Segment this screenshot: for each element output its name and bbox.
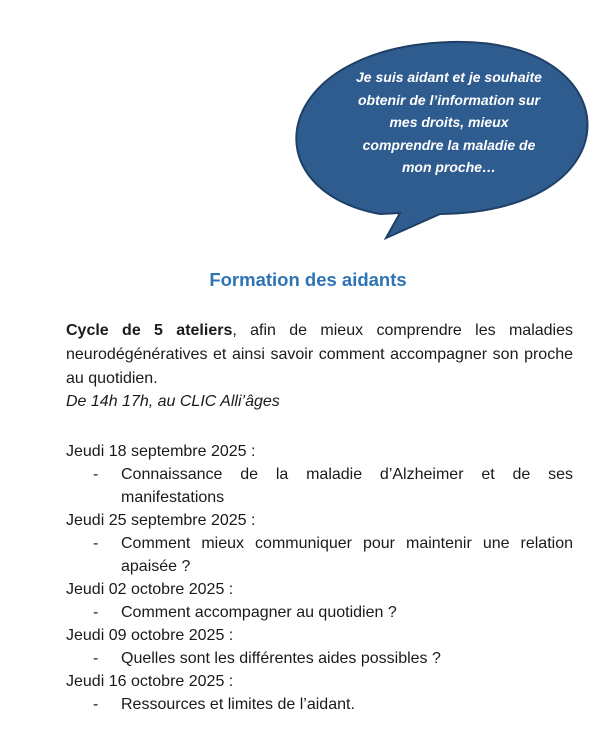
session-item xyxy=(66,624,573,670)
session-topic xyxy=(66,693,573,716)
session-topic xyxy=(66,647,573,670)
bullet-dash: - xyxy=(93,466,99,483)
session-date: Jeudi 16 octobre 2025 : xyxy=(66,673,234,690)
session-date: Jeudi 02 octobre 2025 : xyxy=(66,581,234,598)
bubble-line: comprendre la maladie de xyxy=(362,136,536,153)
schedule-line: De 14h 17h, au CLIC Alli’âges xyxy=(66,393,280,410)
session-item xyxy=(66,440,573,509)
intro-text: , afin de mieux comprendre les maladies neurodégénératives et ainsi savoir comment accompagner son proche au quotidien. xyxy=(66,322,574,387)
session-date: Jeudi 25 septembre 2025 : xyxy=(66,512,256,529)
session-item xyxy=(66,509,573,578)
session-topic-text: Connaissance de la maladie d’Alzheimer et de ses manifestations xyxy=(121,466,573,506)
session-date: Jeudi 09 octobre 2025 : xyxy=(66,627,234,644)
bubble-line: Je suis aidant et je souhaite xyxy=(356,69,542,85)
page-title: Formation des aidants xyxy=(209,269,407,290)
bullet-dash: - xyxy=(93,650,99,667)
session-item xyxy=(66,578,573,624)
session-topic-text: Comment accompagner au quotidien ? xyxy=(121,604,397,621)
session-topic-text: Comment mieux communiquer pour maintenir une relation apaisée ? xyxy=(121,535,573,575)
session-list xyxy=(66,440,573,716)
session-item xyxy=(66,670,573,716)
bullet-dash: - xyxy=(93,604,99,621)
bullet-dash: - xyxy=(93,535,99,552)
bubble-line: obtenir de l’information sur xyxy=(357,91,540,108)
session-topic xyxy=(66,463,573,509)
session-topic xyxy=(66,601,573,624)
bubble-line: mes droits, mieux xyxy=(389,114,509,130)
bullet-dash: - xyxy=(93,696,99,713)
session-topic-text: Ressources et limites de l’aidant. xyxy=(121,696,355,713)
session-topic xyxy=(66,532,573,578)
session-date: Jeudi 18 septembre 2025 : xyxy=(66,443,256,460)
speech-bubble-text xyxy=(330,66,568,179)
session-topic-text: Quelles sont les différentes aides possibles ? xyxy=(121,650,441,667)
intro-bold: Cycle de 5 ateliers xyxy=(66,322,233,339)
bubble-line: mon proche… xyxy=(401,159,497,175)
intro-paragraph xyxy=(66,319,573,391)
